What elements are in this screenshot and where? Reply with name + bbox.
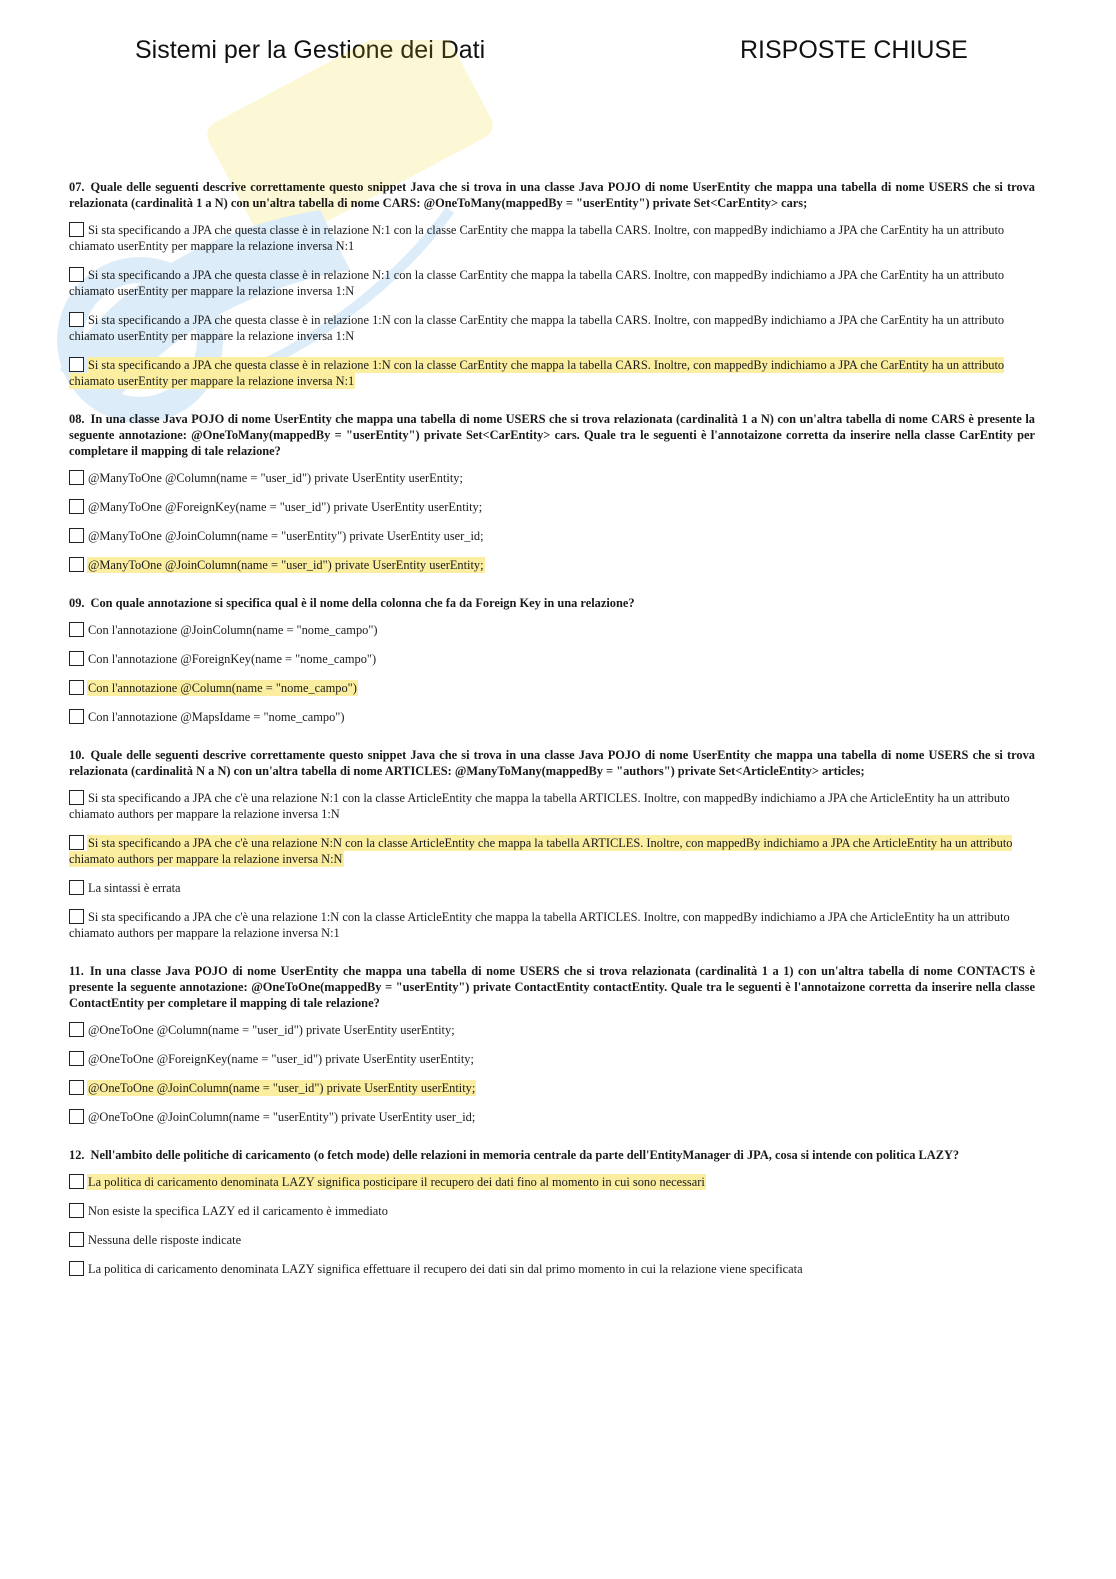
answer-option [69,222,1035,254]
answer-option [69,835,1035,867]
answer-checkbox[interactable] [69,499,84,514]
question-12 [69,1147,1035,1277]
answer-label: Si sta specificando a JPA che questa classe è in relazione N:1 con la classe CarEntity che mappa la tabella CARS. Inoltre, con mappedBy indichiamo a JPA che CarEntity ha un attributo chiamato userEntity per mappare la relazione inversa 1:N [69,268,1005,298]
answer-label: @ManyToOne @JoinColumn(name = "userEntity") private UserEntity user_id; [88,529,484,543]
question-text [69,1147,1035,1163]
question-body: Nell'ambito delle politiche di caricamento (o fetch mode) delle relazioni in memoria centrale da parte dell'EntityManager di JPA, cosa si intende con politica LAZY? [90,1148,960,1162]
question-07 [69,179,1035,389]
question-text [69,595,1035,611]
answer-checkbox[interactable] [69,1174,84,1189]
answer-checkbox[interactable] [69,1051,84,1066]
answer-checkbox[interactable] [69,312,84,327]
answer-checkbox[interactable] [69,709,84,724]
question-number: 07. [69,180,85,194]
question-body: In una classe Java POJO di nome UserEntity che mappa una tabella di nome USERS che si trova relazionata (cardinalità 1 a N) con un'altra tabella di nome CARS è presente la seguente annotazione: @OneToMany(mappedBy = "userEntity") private Set<CarEntity> cars. Quale tra le seguenti è l'annotaizone corretta da inserire nella classe CarEntity per completare il mapping di tale relazione? [69,412,1035,458]
answer-label: @ManyToOne @Column(name = "user_id") private UserEntity userEntity; [88,471,463,485]
answer-option [69,1261,1035,1277]
question-number: 12. [69,1148,85,1162]
answer-option [69,312,1035,344]
question-08 [69,411,1035,573]
answer-label: @OneToOne @ForeignKey(name = "user_id") private UserEntity userEntity; [88,1052,474,1066]
question-number: 09. [69,596,85,610]
answer-checkbox[interactable] [69,1109,84,1124]
answer-option [69,1080,1035,1096]
answer-option [69,528,1035,544]
answer-option [69,1232,1035,1248]
answer-label-highlighted: @ManyToOne @JoinColumn(name = "user_id") private UserEntity userEntity; [88,558,484,572]
question-body: Con quale annotazione si specifica qual è il nome della colonna che fa da Foreign Key in una relazione? [90,596,635,610]
answer-label: La sintassi è errata [88,881,181,895]
question-text [69,963,1035,1011]
answer-checkbox[interactable] [69,528,84,543]
question-text [69,747,1035,779]
answer-checkbox[interactable] [69,880,84,895]
answer-checkbox[interactable] [69,470,84,485]
question-09 [69,595,1035,725]
answer-option [69,357,1035,389]
answer-option [69,680,1035,696]
answer-checkbox[interactable] [69,357,84,372]
question-11 [69,963,1035,1125]
answer-label: La politica di caricamento denominata LAZY significa effettuare il recupero dei dati sin dal primo momento in cui la relazione viene specificata [88,1262,803,1276]
question-body: Quale delle seguenti descrive correttamente questo snippet Java che si trova in una classe Java POJO di nome UserEntity che mappa una tabella di nome USERS che si trova relazionata (cardinalità 1 a N) con un'altra tabella di nome CARS: @OneToMany(mappedBy = "userEntity") private Set<CarEntity> cars; [69,180,1035,210]
answer-checkbox[interactable] [69,622,84,637]
answer-checkbox[interactable] [69,1022,84,1037]
answer-checkbox[interactable] [69,1261,84,1276]
answer-option [69,709,1035,725]
answer-checkbox[interactable] [69,1203,84,1218]
answer-option [69,1109,1035,1125]
question-body: In una classe Java POJO di nome UserEntity che mappa una tabella di nome USERS che si trova relazionata (cardinalità 1 a 1) con un'altra tabella di nome CONTACTS è presente la seguente annotazione: @OneToOne(mappedBy = "userEntity") private ContactEntity contactEntity. Quale tra le seguenti è l'annotaizone corretta da inserire nella classe ContactEntity per completare il mapping di tale relazione? [69,964,1035,1010]
answer-checkbox[interactable] [69,1232,84,1247]
answer-label: Si sta specificando a JPA che questa classe è in relazione 1:N con la classe CarEntity che mappa la tabella CARS. Inoltre, con mappedBy indichiamo a JPA che CarEntity ha un attributo chiamato userEntity per mappare la relazione inversa 1:N [69,313,1005,343]
answer-label: Nessuna delle risposte indicate [88,1233,242,1247]
answer-checkbox[interactable] [69,790,84,805]
answer-checkbox[interactable] [69,222,84,237]
answer-option [69,1022,1035,1038]
answer-checkbox[interactable] [69,680,84,695]
answer-label: @ManyToOne @ForeignKey(name = "user_id") private UserEntity userEntity; [88,500,483,514]
answer-checkbox[interactable] [69,557,84,572]
answer-label: Si sta specificando a JPA che questa classe è in relazione N:1 con la classe CarEntity che mappa la tabella CARS. Inoltre, con mappedBy indichiamo a JPA che CarEntity ha un attributo chiamato userEntity per mappare la relazione inversa N:1 [69,223,1005,253]
answer-label: Con l'annotazione @ForeignKey(name = "nome_campo") [88,652,377,666]
question-text [69,411,1035,459]
answer-option [69,1203,1035,1219]
answer-checkbox[interactable] [69,267,84,282]
answer-label: Con l'annotazione @MapsIdame = "nome_campo") [88,710,345,724]
answer-option [69,1051,1035,1067]
answer-label-highlighted: Si sta specificando a JPA che c'è una relazione N:N con la classe ArticleEntity che mappa la tabella ARTICLES. Inoltre, con mappedBy indichiamo a JPA che ArticleEntity ha un attributo chiamato authors per mappare la relazione inversa N:N [69,836,1013,866]
answer-label: Si sta specificando a JPA che c'è una relazione N:1 con la classe ArticleEntity che mappa la tabella ARTICLES. Inoltre, con mappedBy indichiamo a JPA che ArticleEntity ha un attributo chiamato authors per mappare la relazione inversa 1:N [69,791,1010,821]
answer-label-highlighted: Si sta specificando a JPA che questa classe è in relazione 1:N con la classe CarEntity che mappa la tabella CARS. Inoltre, con mappedBy indichiamo a JPA che CarEntity ha un attributo chiamato userEntity per mappare la relazione inversa N:1 [69,358,1005,388]
answer-label-highlighted: @OneToOne @JoinColumn(name = "user_id") private UserEntity userEntity; [88,1081,476,1095]
answer-option [69,1174,1035,1190]
answer-option [69,499,1035,515]
question-body: Quale delle seguenti descrive correttamente questo snippet Java che si trova in una classe Java POJO di nome UserEntity che mappa una tabella di nome USERS che si trova relazionata (cardinalità N a N) con un'altra tabella di nome ARTICLES: @ManyToMany(mappedBy = "authors") private Set<ArticleEntity> articles; [69,748,1035,778]
question-number: 10. [69,748,85,762]
answer-option [69,909,1035,941]
answer-label: @OneToOne @Column(name = "user_id") private UserEntity userEntity; [88,1023,455,1037]
section-title: RISPOSTE CHIUSE [740,36,968,64]
answer-option [69,622,1035,638]
question-10 [69,747,1035,941]
answer-label: Non esiste la specifica LAZY ed il caricamento è immediato [88,1204,388,1218]
answer-option [69,790,1035,822]
answer-checkbox[interactable] [69,909,84,924]
answer-label-highlighted: Con l'annotazione @Column(name = "nome_campo") [88,681,357,695]
answer-checkbox[interactable] [69,1080,84,1095]
answer-label-highlighted: La politica di caricamento denominata LAZY significa posticipare il recupero dei dati fino al momento in cui sono necessari [88,1175,705,1189]
answer-label: Con l'annotazione @JoinColumn(name = "nome_campo") [88,623,378,637]
answer-label: @OneToOne @JoinColumn(name = "userEntity") private UserEntity user_id; [88,1110,476,1124]
answer-option [69,880,1035,896]
question-number: 11. [69,964,84,978]
answer-label: Si sta specificando a JPA che c'è una relazione 1:N con la classe ArticleEntity che mappa la tabella ARTICLES. Inoltre, con mappedBy indichiamo a JPA che ArticleEntity ha un attributo chiamato authors per mappare la relazione inversa N:1 [69,910,1010,940]
page-header [0,36,1116,76]
answer-option [69,267,1035,299]
course-title: Sistemi per la Gestione dei Dati [135,36,486,64]
answer-option [69,651,1035,667]
answer-option [69,557,1035,573]
question-text [69,179,1035,211]
answer-option [69,470,1035,486]
answer-checkbox[interactable] [69,835,84,850]
questions-list [69,179,1035,1299]
answer-checkbox[interactable] [69,651,84,666]
question-number: 08. [69,412,85,426]
